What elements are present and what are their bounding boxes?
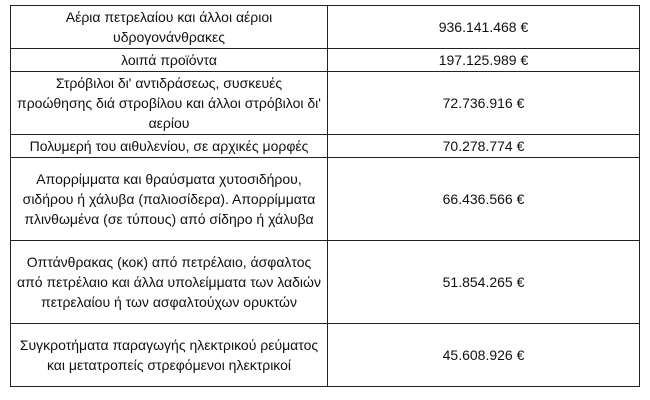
product-cell: λοιπά προϊόντα: [11, 49, 328, 72]
table-row: [11, 158, 640, 241]
value-cell: 45.608.926 €: [328, 324, 640, 387]
value-cell: 70.278.774 €: [328, 135, 640, 158]
value-cell: 197.125.989 €: [328, 49, 640, 72]
table-row: [11, 135, 640, 158]
product-cell: Συγκροτήματα παραγωγής ηλεκτρικού ρεύματος και μετατροπείς στρεφόμενοι ηλεκτρικοί: [11, 324, 328, 387]
table-row: [11, 241, 640, 324]
value-cell: 51.854.265 €: [328, 241, 640, 324]
table-row: [11, 6, 640, 49]
value-cell: 66.436.566 €: [328, 158, 640, 241]
product-cell: Οπτάνθρακας (κοκ) από πετρέλαιο, άσφαλτος από πετρέλαιο και άλλα υπολείμματα των λαδιών πετρελαίου ή των ασφαλτούχων ορυκτών: [11, 241, 328, 324]
product-cell: Πολυμερή του αιθυλενίου, σε αρχικές μορφές: [11, 135, 328, 158]
value-cell: 936.141.468 €: [328, 6, 640, 49]
products-value-table: [10, 5, 640, 387]
table-row: [11, 324, 640, 387]
product-cell: Αέρια πετρελαίου και άλλοι αέριοι υδρογονάνθρακες: [11, 6, 328, 49]
product-cell: Απορρίμματα και θραύσματα χυτοσιδήρου, σιδήρου ή χάλυβα (παλιοσίδερα). Απορρίμματα πλινθωμένα (σε τύπους) από σίδηρο ή χάλυβα: [11, 158, 328, 241]
table-row: [11, 72, 640, 135]
table-row: [11, 49, 640, 72]
value-cell: 72.736.916 €: [328, 72, 640, 135]
product-cell: Στρόβιλοι δι' αντιδράσεως, συσκευές προώθησης διά στροβίλου και άλλοι στρόβιλοι δι' αερίου: [11, 72, 328, 135]
